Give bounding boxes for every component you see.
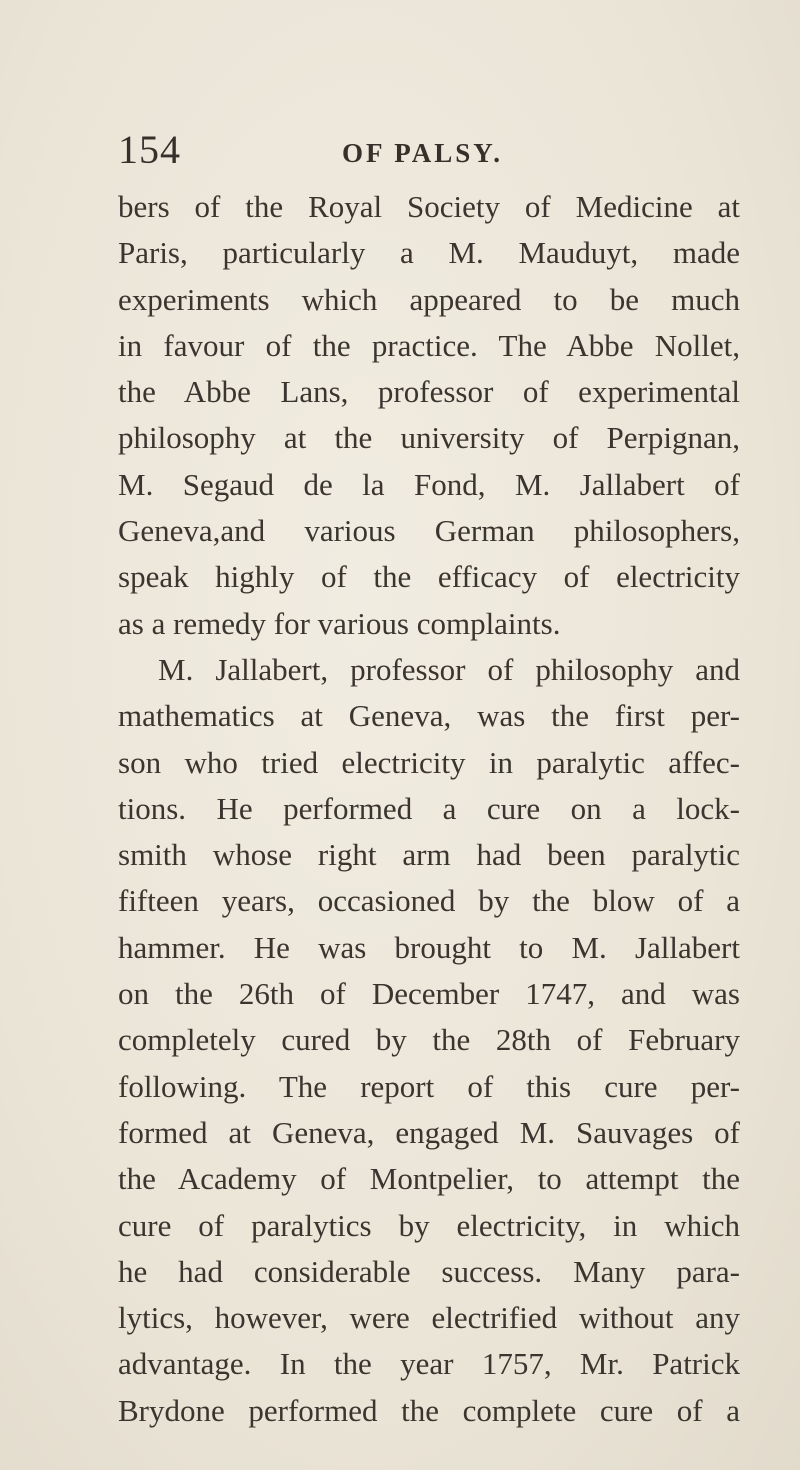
text-line: smith whose right arm had been paralytic bbox=[118, 837, 740, 873]
paragraph-start-line: M. Jallabert, professor of philosophy and bbox=[158, 651, 740, 687]
text-line: mathematics at Geneva, was the first per- bbox=[118, 698, 740, 734]
text-line: as a remedy for various complaints. bbox=[118, 605, 561, 641]
text-line: the Academy of Montpelier, to attempt the bbox=[118, 1161, 740, 1197]
text-line: he had considerable success. Many para- bbox=[118, 1253, 740, 1289]
text-line: experiments which appeared to be much bbox=[118, 281, 740, 317]
text-line: advantage. In the year 1757, Mr. Patrick bbox=[118, 1346, 740, 1382]
page-number: 154 bbox=[118, 127, 181, 172]
text-line: fifteen years, occasioned by the blow of a bbox=[118, 883, 740, 919]
text-line: Brydone performed the complete cure of a bbox=[118, 1392, 740, 1428]
running-title: OF PALSY. bbox=[342, 138, 504, 168]
text-line: Geneva,and various German philosophers, bbox=[118, 513, 740, 549]
body-text bbox=[118, 184, 740, 1434]
text-line: philosophy at the university of Perpignan, bbox=[118, 420, 740, 456]
text-line: the Abbe Lans, professor of experimental bbox=[118, 374, 740, 410]
text-line: hammer. He was brought to M. Jallabert bbox=[118, 929, 740, 965]
text-line: son who tried electricity in paralytic affec- bbox=[118, 744, 740, 780]
text-line: tions. He performed a cure on a lock- bbox=[118, 790, 740, 826]
text-line: following. The report of this cure per- bbox=[118, 1068, 740, 1104]
text-line: Paris, particularly a M. Mauduyt, made bbox=[118, 235, 740, 271]
running-head bbox=[118, 127, 738, 173]
text-line: M. Segaud de la Fond, M. Jallabert of bbox=[118, 466, 740, 502]
text-line: on the 26th of December 1747, and was bbox=[118, 976, 740, 1012]
text-line: in favour of the practice. The Abbe Nollet, bbox=[118, 327, 740, 363]
text-line: formed at Geneva, engaged M. Sauvages of bbox=[118, 1114, 740, 1150]
text-line: cure of paralytics by electricity, in which bbox=[118, 1207, 740, 1243]
text-line: completely cured by the 28th of February bbox=[118, 1022, 740, 1058]
text-line: bers of the Royal Society of Medicine at bbox=[118, 189, 740, 224]
text-line: speak highly of the efficacy of electricity bbox=[118, 559, 740, 595]
text-line: lytics, however, were electrified without any bbox=[118, 1300, 740, 1336]
